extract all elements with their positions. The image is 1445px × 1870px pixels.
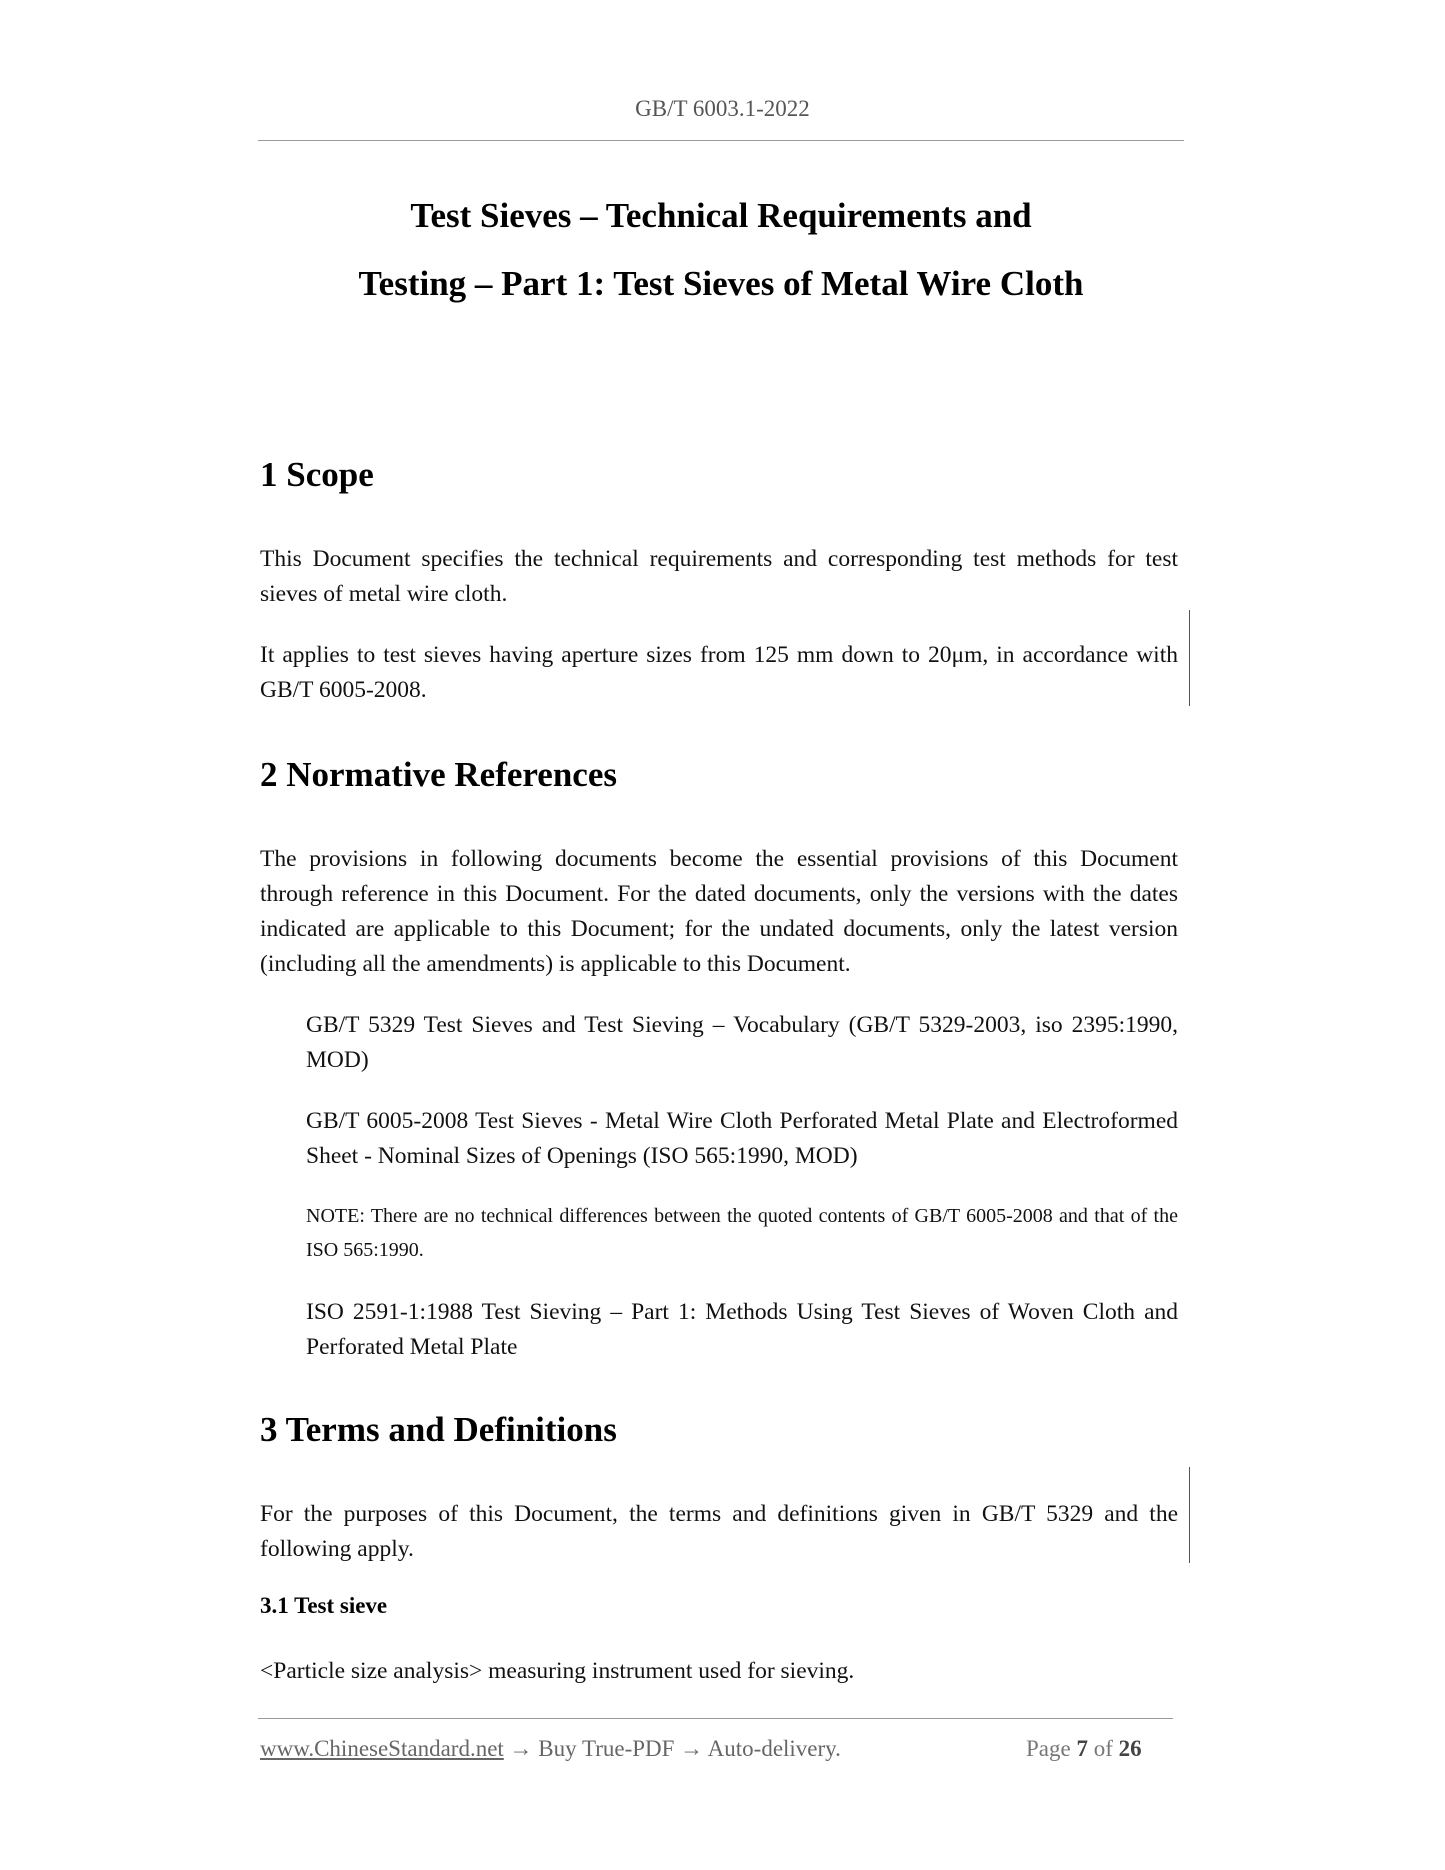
reference-item: GB/T 6005-2008 Test Sieves - Metal Wire Cloth Perforated Metal Plate and Electroformed Sheet - Nominal Sizes of Openings (ISO 565:1990, MOD) xyxy=(306,1108,1178,1169)
term-definition: <Particle size analysis> measuring instrument used for sieving. xyxy=(260,1658,855,1684)
page-total: 26 xyxy=(1118,1736,1142,1761)
page-label: Page xyxy=(1026,1736,1071,1761)
chinesestandard-link[interactable]: www.ChineseStandard.net xyxy=(260,1736,504,1761)
change-bar xyxy=(1189,1467,1190,1563)
header-divider xyxy=(258,140,1184,141)
normative-references-paragraph: The provisions in following documents become the essential provisions of this Document through reference in this Document. For the dated documents, only the versions with the dates indicated are applicable to this Document; for the undated documents, only the latest version (including all the amendments) is applicable to this Document. xyxy=(260,846,1178,977)
page-current: 7 xyxy=(1076,1736,1088,1761)
reference-item: GB/T 5329 Test Sieves and Test Sieving – Vocabulary (GB/T 5329-2003, iso 2395:1990, MOD) xyxy=(306,1012,1178,1073)
reference-note: NOTE: There are no technical differences between the quoted contents of GB/T 6005-2008 and that of the ISO 565:1990. xyxy=(306,1205,1178,1261)
section-heading-terms-definitions: 3 Terms and Definitions xyxy=(260,1410,617,1449)
footer-promo xyxy=(260,1736,841,1762)
page-header: GB/T 6003.1-2022 xyxy=(635,96,810,121)
document-title-line-1: Test Sieves – Technical Requirements and xyxy=(410,196,1032,235)
document-title-line-2: Testing – Part 1: Test Sieves of Metal Wire Cloth xyxy=(358,264,1084,303)
term-heading-test-sieve: 3.1 Test sieve xyxy=(260,1593,388,1618)
change-bar xyxy=(1189,610,1190,706)
page-of-label: of xyxy=(1093,1736,1113,1761)
scope-paragraph-1: This Document specifies the technical requirements and corresponding test methods for test sieves of metal wire cloth. xyxy=(260,546,1178,607)
reference-item: ISO 2591-1:1988 Test Sieving – Part 1: Methods Using Test Sieves of Woven Cloth and Perforated Metal Plate xyxy=(306,1299,1178,1360)
footer-promo-text: → Buy True-PDF → Auto-delivery. xyxy=(503,1736,841,1761)
scope-paragraph-2: It applies to test sieves having aperture sizes from 125 mm down to 20μm, in accordance with GB/T 6005-2008. xyxy=(260,642,1178,703)
page-number xyxy=(1026,1736,1142,1762)
section-heading-scope: 1 Scope xyxy=(260,455,374,494)
terms-paragraph: For the purposes of this Document, the terms and definitions given in GB/T 5329 and the following apply. xyxy=(260,1501,1178,1562)
footer-divider xyxy=(258,1718,1173,1719)
section-heading-normative-references: 2 Normative References xyxy=(260,755,617,794)
